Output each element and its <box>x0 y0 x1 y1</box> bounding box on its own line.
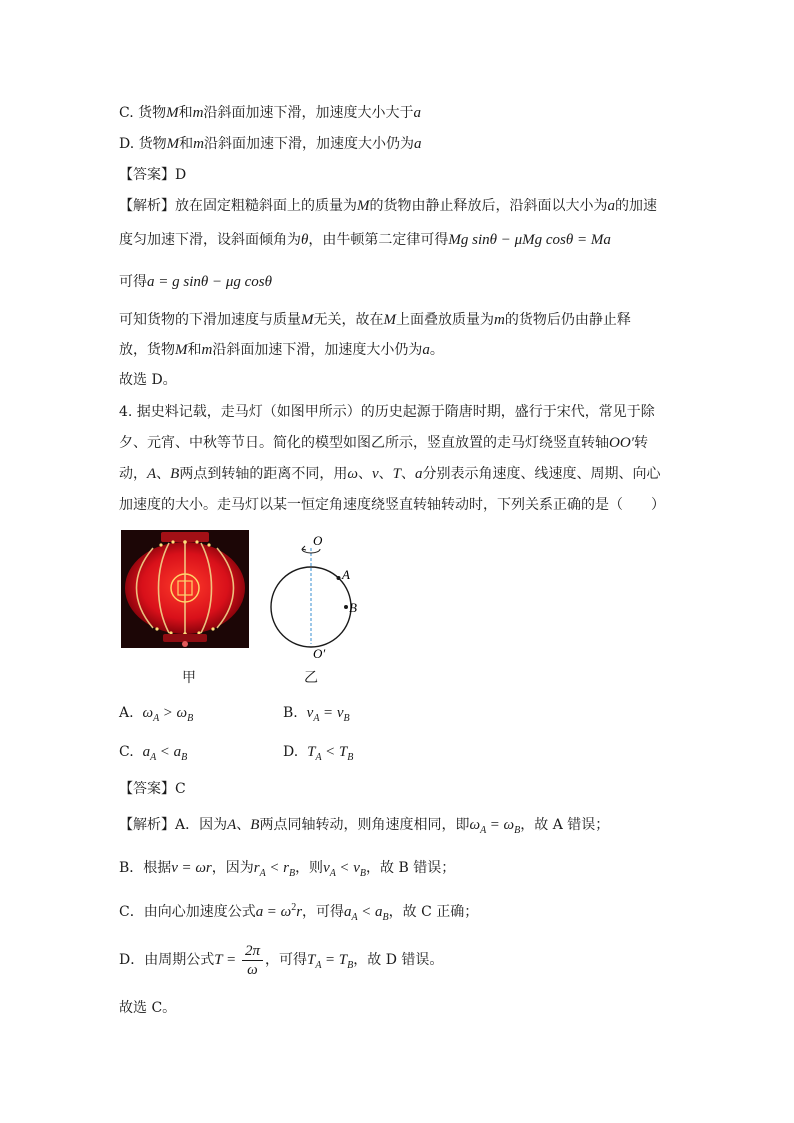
q3-explanation-line-1: 【解析】放在固定粗糙斜面上的质量为M的货物由静止释放后，沿斜面以大小为a的加速 <box>119 198 657 214</box>
figure-yi-caption: 乙 <box>304 670 318 686</box>
point-a <box>337 576 341 580</box>
q4-stem-line-4: 加速度的大小。走马灯以某一恒定角速度绕竖直转轴转动时，下列关系正确的是（ ） <box>119 497 665 513</box>
figure-jia-caption: 甲 <box>182 670 196 686</box>
label-b: B <box>349 600 357 615</box>
lantern-photo <box>121 530 249 648</box>
q4-conclusion: 故选 C。 <box>119 1000 177 1016</box>
label-o-prime: O′ <box>313 646 326 661</box>
q3-conclusion: 故选 D。 <box>119 372 177 388</box>
label-a: A <box>342 567 350 582</box>
option-d-line: D. 货物M和m沿斜面加速下滑，加速度大小仍为a <box>119 136 422 152</box>
label-o: O <box>313 533 323 548</box>
newton-formula: Mg sinθ − μMg cosθ = Ma <box>448 232 611 248</box>
period-fraction: $\frac{2\pi}{\omega}$ <box>242 942 263 979</box>
q4-stem-line-3: 动，A、B两点到转轴的距离不同，用ω、v、T、a分别表示角速度、线速度、周期、向心 <box>119 466 661 482</box>
q3-explanation-line-2: 度匀加速下滑，设斜面倾角为θ，由牛顿第二定律可得Mg sinθ − μMg cosθ = Ma <box>119 232 611 248</box>
q4-explanation-b: B．根据v = ωr，因为$r_A < r_B$，则$v_A < v_B$，故 B 错误； <box>119 860 456 879</box>
q4-stem-line-1: 4. 据史料记载，走马灯（如图甲所示）的历史起源于隋唐时期，盛行于宋代，常见于除 <box>119 404 655 420</box>
option-c-line: C. 货物M和m沿斜面加速下滑，加速度大小大于a <box>119 105 421 121</box>
q4-stem-line-2: 夕、元宵、中秋等节日。简化的模型如图乙所示，竖直放置的走马灯绕竖直转轴OO′转 <box>119 435 648 451</box>
q4-explanation-c: C．由向心加速度公式$a = \omega^2r$，可得$a_A < a_B$，故 C 正确； <box>119 902 479 923</box>
q4-explanation-a: 【解析】A．因为A、B两点同轴转动，则角速度相同，即$\omega_A = \omega_B$，故 A 错误； <box>119 817 610 836</box>
q4-answer: 【答案】C <box>119 781 186 797</box>
q4-option-a: A. $\omega_A > \omega_B$ <box>119 705 194 724</box>
rotation-diagram <box>262 528 372 662</box>
q4-explanation-d: D．由周期公式T = $\frac{2\pi}{\omega}$ ，可得$T_A = T_B$，故 D 错误。 <box>119 942 444 978</box>
q4-option-b: B. $v_A = v_B$ <box>283 705 350 724</box>
q4-option-c: C. $a_A < a_B$ <box>119 744 188 763</box>
q3-answer: 【答案】D <box>119 167 187 183</box>
point-b <box>344 605 348 609</box>
acceleration-formula: a = g sinθ − μg cosθ <box>147 274 273 290</box>
q3-result-line: 可得a = g sinθ − μg cosθ <box>119 274 273 290</box>
q4-option-d: D. $T_A < T_B$ <box>283 744 354 763</box>
q3-explanation-line-5: 放，货物M和m沿斜面加速下滑，加速度大小仍为a。 <box>119 342 444 358</box>
q3-explanation-line-4: 可知货物的下滑加速度与质量M无关，故在M上面叠放质量为m的货物后仍由静止释 <box>119 312 631 328</box>
